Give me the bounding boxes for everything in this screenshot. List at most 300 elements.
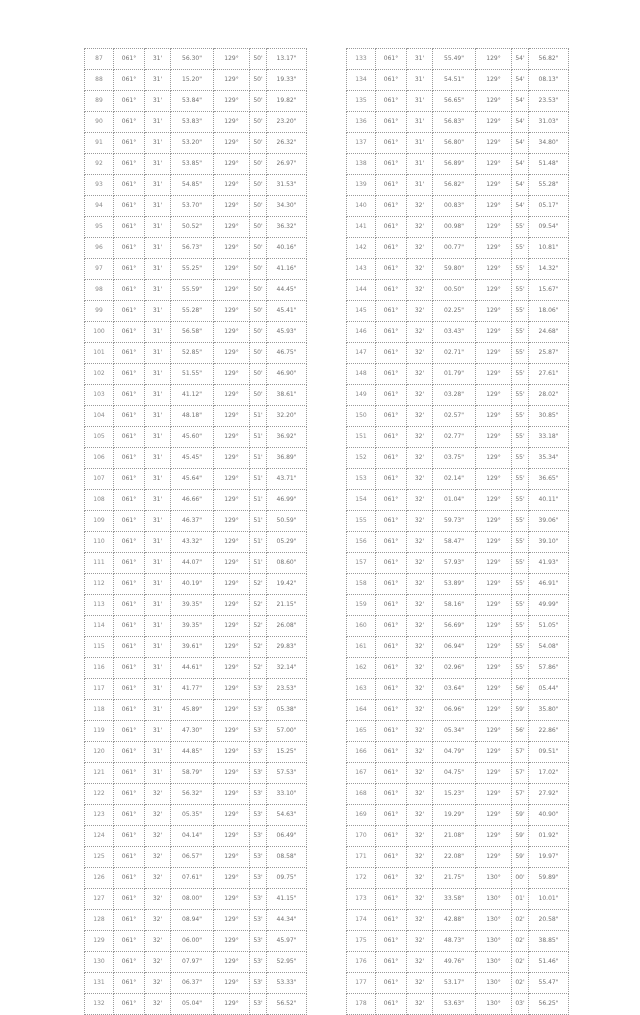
lat-seconds-cell: 54.85" — [171, 175, 214, 196]
point-number-cell: 176 — [347, 952, 376, 973]
lon-degrees-cell: 129° — [214, 280, 250, 301]
lat-seconds-cell: 41.77" — [171, 679, 214, 700]
table-row — [85, 511, 307, 532]
table-row — [347, 238, 569, 259]
lon-minutes-cell: 50' — [250, 133, 267, 154]
lat-seconds-cell: 05.04" — [171, 994, 214, 1015]
lon-seconds-cell: 56.52" — [267, 994, 307, 1015]
lat-degrees-cell: 061° — [114, 280, 145, 301]
lat-seconds-cell: 15.20" — [171, 70, 214, 91]
table-row — [347, 574, 569, 595]
lon-degrees-cell: 129° — [476, 217, 512, 238]
lat-degrees-cell: 061° — [114, 931, 145, 952]
table-row — [347, 406, 569, 427]
lat-minutes-cell: 32' — [145, 826, 171, 847]
lat-seconds-cell: 55.49" — [433, 49, 476, 70]
lon-minutes-cell: 59' — [512, 700, 529, 721]
lon-degrees-cell: 130° — [476, 910, 512, 931]
lon-seconds-cell: 01.92" — [529, 826, 569, 847]
lat-degrees-cell: 061° — [114, 826, 145, 847]
lon-seconds-cell: 05.44" — [529, 679, 569, 700]
lat-minutes-cell: 31' — [145, 700, 171, 721]
lon-degrees-cell: 130° — [476, 931, 512, 952]
lon-seconds-cell: 19.97" — [529, 847, 569, 868]
lon-minutes-cell: 50' — [250, 70, 267, 91]
point-number-cell: 143 — [347, 259, 376, 280]
table-row — [85, 238, 307, 259]
lon-minutes-cell: 55' — [512, 280, 529, 301]
table-row — [347, 658, 569, 679]
lat-seconds-cell: 56.82" — [433, 175, 476, 196]
point-number-cell: 129 — [85, 931, 114, 952]
table-row — [85, 931, 307, 952]
point-number-cell: 144 — [347, 280, 376, 301]
lon-degrees-cell: 129° — [476, 763, 512, 784]
lon-degrees-cell: 129° — [214, 196, 250, 217]
lon-degrees-cell: 129° — [476, 364, 512, 385]
lon-degrees-cell: 129° — [214, 70, 250, 91]
point-number-cell: 151 — [347, 427, 376, 448]
lon-seconds-cell: 22.86" — [529, 721, 569, 742]
lat-degrees-cell: 061° — [376, 742, 407, 763]
lat-degrees-cell: 061° — [114, 847, 145, 868]
lon-minutes-cell: 55' — [512, 637, 529, 658]
lat-minutes-cell: 31' — [145, 385, 171, 406]
lon-degrees-cell: 129° — [214, 532, 250, 553]
lon-seconds-cell: 31.03" — [529, 112, 569, 133]
lat-minutes-cell: 32' — [407, 595, 433, 616]
lon-seconds-cell: 09.54" — [529, 217, 569, 238]
lat-seconds-cell: 54.51" — [433, 70, 476, 91]
lon-degrees-cell: 129° — [476, 385, 512, 406]
lat-seconds-cell: 21.75" — [433, 868, 476, 889]
lon-minutes-cell: 59' — [512, 826, 529, 847]
table-row — [347, 175, 569, 196]
lon-seconds-cell: 57.00" — [267, 721, 307, 742]
lat-degrees-cell: 061° — [376, 91, 407, 112]
lat-seconds-cell: 03.43" — [433, 322, 476, 343]
lat-minutes-cell: 31' — [145, 49, 171, 70]
lon-minutes-cell: 52' — [250, 637, 267, 658]
lon-seconds-cell: 31.53" — [267, 175, 307, 196]
lat-minutes-cell: 31' — [145, 532, 171, 553]
lat-minutes-cell: 32' — [407, 826, 433, 847]
lon-minutes-cell: 55' — [512, 385, 529, 406]
table-row — [347, 532, 569, 553]
lon-degrees-cell: 129° — [214, 931, 250, 952]
lat-seconds-cell: 56.65" — [433, 91, 476, 112]
lon-minutes-cell: 51' — [250, 532, 267, 553]
lon-minutes-cell: 51' — [250, 490, 267, 511]
lon-minutes-cell: 02' — [512, 931, 529, 952]
lat-minutes-cell: 32' — [145, 952, 171, 973]
lon-degrees-cell: 129° — [476, 112, 512, 133]
lon-seconds-cell: 32.20" — [267, 406, 307, 427]
lat-degrees-cell: 061° — [114, 658, 145, 679]
table-row — [347, 322, 569, 343]
lat-degrees-cell: 061° — [114, 301, 145, 322]
lon-degrees-cell: 130° — [476, 994, 512, 1015]
lat-seconds-cell: 33.58" — [433, 889, 476, 910]
lon-seconds-cell: 19.82" — [267, 91, 307, 112]
coordinate-table-right — [346, 48, 569, 1015]
lat-seconds-cell: 40.19" — [171, 574, 214, 595]
lon-seconds-cell: 08.13" — [529, 70, 569, 91]
lat-minutes-cell: 31' — [407, 133, 433, 154]
lat-degrees-cell: 061° — [114, 133, 145, 154]
lon-minutes-cell: 54' — [512, 175, 529, 196]
point-number-cell: 157 — [347, 553, 376, 574]
point-number-cell: 111 — [85, 553, 114, 574]
lon-degrees-cell: 129° — [476, 196, 512, 217]
point-number-cell: 153 — [347, 469, 376, 490]
table-row — [85, 280, 307, 301]
lon-seconds-cell: 53.33" — [267, 973, 307, 994]
lat-minutes-cell: 31' — [145, 133, 171, 154]
lon-minutes-cell: 54' — [512, 112, 529, 133]
table-row — [347, 763, 569, 784]
lat-minutes-cell: 32' — [145, 889, 171, 910]
lon-degrees-cell: 129° — [214, 637, 250, 658]
lat-degrees-cell: 061° — [376, 721, 407, 742]
point-number-cell: 141 — [347, 217, 376, 238]
table-row — [85, 385, 307, 406]
lat-degrees-cell: 061° — [376, 574, 407, 595]
lon-seconds-cell: 44.45" — [267, 280, 307, 301]
lon-seconds-cell: 29.83" — [267, 637, 307, 658]
lat-degrees-cell: 061° — [114, 952, 145, 973]
point-number-cell: 109 — [85, 511, 114, 532]
point-number-cell: 166 — [347, 742, 376, 763]
table-row — [85, 889, 307, 910]
point-number-cell: 167 — [347, 763, 376, 784]
lon-degrees-cell: 129° — [214, 490, 250, 511]
lon-degrees-cell: 129° — [214, 700, 250, 721]
lat-minutes-cell: 31' — [145, 343, 171, 364]
lon-degrees-cell: 129° — [476, 784, 512, 805]
lon-minutes-cell: 50' — [250, 280, 267, 301]
lon-degrees-cell: 129° — [214, 826, 250, 847]
table-row — [347, 427, 569, 448]
table-row — [347, 553, 569, 574]
table-row — [85, 91, 307, 112]
lon-degrees-cell: 129° — [214, 427, 250, 448]
lon-minutes-cell: 57' — [512, 784, 529, 805]
lat-seconds-cell: 55.25" — [171, 259, 214, 280]
table-row — [347, 994, 569, 1015]
lat-degrees-cell: 061° — [114, 532, 145, 553]
lat-degrees-cell: 061° — [376, 658, 407, 679]
lon-minutes-cell: 55' — [512, 553, 529, 574]
lat-seconds-cell: 47.30" — [171, 721, 214, 742]
lat-seconds-cell: 45.89" — [171, 700, 214, 721]
lon-seconds-cell: 57.53" — [267, 763, 307, 784]
table-row — [347, 511, 569, 532]
lon-degrees-cell: 129° — [476, 616, 512, 637]
lon-seconds-cell: 45.41" — [267, 301, 307, 322]
lat-minutes-cell: 32' — [145, 994, 171, 1015]
point-number-cell: 132 — [85, 994, 114, 1015]
lat-degrees-cell: 061° — [376, 784, 407, 805]
lon-minutes-cell: 59' — [512, 805, 529, 826]
table-row — [347, 826, 569, 847]
lat-seconds-cell: 04.75" — [433, 763, 476, 784]
lon-seconds-cell: 55.47" — [529, 973, 569, 994]
lon-seconds-cell: 09.75" — [267, 868, 307, 889]
lon-degrees-cell: 129° — [214, 469, 250, 490]
lon-minutes-cell: 55' — [512, 595, 529, 616]
lon-degrees-cell: 129° — [214, 868, 250, 889]
table-row — [85, 910, 307, 931]
table-row — [347, 784, 569, 805]
lon-seconds-cell: 36.65" — [529, 469, 569, 490]
lon-seconds-cell: 27.92" — [529, 784, 569, 805]
lon-seconds-cell: 33.10" — [267, 784, 307, 805]
lat-degrees-cell: 061° — [114, 910, 145, 931]
lat-minutes-cell: 32' — [145, 868, 171, 889]
lat-minutes-cell: 31' — [145, 553, 171, 574]
lat-degrees-cell: 061° — [114, 259, 145, 280]
lat-degrees-cell: 061° — [114, 742, 145, 763]
lat-seconds-cell: 50.52" — [171, 217, 214, 238]
point-number-cell: 104 — [85, 406, 114, 427]
lat-minutes-cell: 31' — [145, 574, 171, 595]
lat-minutes-cell: 32' — [145, 910, 171, 931]
lat-seconds-cell: 44.61" — [171, 658, 214, 679]
lat-minutes-cell: 32' — [407, 616, 433, 637]
lat-degrees-cell: 061° — [114, 595, 145, 616]
lon-seconds-cell: 18.06" — [529, 301, 569, 322]
table-row — [347, 70, 569, 91]
table-row — [85, 658, 307, 679]
lon-minutes-cell: 50' — [250, 364, 267, 385]
lat-seconds-cell: 06.96" — [433, 700, 476, 721]
lon-seconds-cell: 54.08" — [529, 637, 569, 658]
lon-degrees-cell: 129° — [214, 364, 250, 385]
lon-degrees-cell: 129° — [214, 385, 250, 406]
point-number-cell: 116 — [85, 658, 114, 679]
lon-seconds-cell: 05.17" — [529, 196, 569, 217]
lat-seconds-cell: 59.73" — [433, 511, 476, 532]
lat-degrees-cell: 061° — [114, 406, 145, 427]
lon-seconds-cell: 33.18" — [529, 427, 569, 448]
point-number-cell: 163 — [347, 679, 376, 700]
point-number-cell: 124 — [85, 826, 114, 847]
lat-seconds-cell: 04.14" — [171, 826, 214, 847]
point-number-cell: 147 — [347, 343, 376, 364]
lon-seconds-cell: 13.17" — [267, 49, 307, 70]
lon-minutes-cell: 55' — [512, 259, 529, 280]
lon-degrees-cell: 129° — [476, 406, 512, 427]
lon-minutes-cell: 53' — [250, 679, 267, 700]
lon-seconds-cell: 46.91" — [529, 574, 569, 595]
lon-degrees-cell: 129° — [214, 952, 250, 973]
lon-minutes-cell: 53' — [250, 826, 267, 847]
lat-seconds-cell: 04.79" — [433, 742, 476, 763]
lat-seconds-cell: 55.28" — [171, 301, 214, 322]
lat-minutes-cell: 32' — [407, 994, 433, 1015]
lat-minutes-cell: 31' — [145, 448, 171, 469]
lat-degrees-cell: 061° — [376, 385, 407, 406]
point-number-cell: 146 — [347, 322, 376, 343]
lon-degrees-cell: 129° — [476, 700, 512, 721]
point-number-cell: 142 — [347, 238, 376, 259]
lon-degrees-cell: 129° — [476, 322, 512, 343]
lat-seconds-cell: 03.64" — [433, 679, 476, 700]
lat-degrees-cell: 061° — [376, 616, 407, 637]
lat-degrees-cell: 061° — [376, 889, 407, 910]
lon-degrees-cell: 129° — [214, 742, 250, 763]
point-number-cell: 119 — [85, 721, 114, 742]
lat-minutes-cell: 32' — [145, 973, 171, 994]
lat-seconds-cell: 08.94" — [171, 910, 214, 931]
point-number-cell: 169 — [347, 805, 376, 826]
lat-seconds-cell: 46.66" — [171, 490, 214, 511]
point-number-cell: 136 — [347, 112, 376, 133]
lon-degrees-cell: 129° — [214, 322, 250, 343]
point-number-cell: 96 — [85, 238, 114, 259]
lat-seconds-cell: 00.77" — [433, 238, 476, 259]
lon-seconds-cell: 19.33" — [267, 70, 307, 91]
lon-degrees-cell: 129° — [214, 616, 250, 637]
table-row — [347, 679, 569, 700]
lat-minutes-cell: 32' — [407, 784, 433, 805]
lat-seconds-cell: 02.25" — [433, 301, 476, 322]
lat-degrees-cell: 061° — [114, 112, 145, 133]
lat-seconds-cell: 58.79" — [171, 763, 214, 784]
lat-degrees-cell: 061° — [114, 763, 145, 784]
lon-degrees-cell: 129° — [214, 91, 250, 112]
lat-degrees-cell: 061° — [114, 238, 145, 259]
lat-minutes-cell: 32' — [407, 364, 433, 385]
lat-seconds-cell: 51.55" — [171, 364, 214, 385]
lon-seconds-cell: 54.63" — [267, 805, 307, 826]
point-number-cell: 114 — [85, 616, 114, 637]
lon-degrees-cell: 129° — [214, 658, 250, 679]
lon-minutes-cell: 53' — [250, 910, 267, 931]
lon-seconds-cell: 08.60" — [267, 553, 307, 574]
table-row — [85, 133, 307, 154]
table-row — [347, 364, 569, 385]
lon-seconds-cell: 55.28" — [529, 175, 569, 196]
lon-seconds-cell: 20.58" — [529, 910, 569, 931]
point-number-cell: 161 — [347, 637, 376, 658]
lat-degrees-cell: 061° — [376, 637, 407, 658]
lon-minutes-cell: 02' — [512, 910, 529, 931]
lon-minutes-cell: 55' — [512, 490, 529, 511]
lon-minutes-cell: 50' — [250, 238, 267, 259]
lon-minutes-cell: 57' — [512, 742, 529, 763]
point-number-cell: 90 — [85, 112, 114, 133]
lon-minutes-cell: 53' — [250, 784, 267, 805]
lat-degrees-cell: 061° — [376, 217, 407, 238]
lat-degrees-cell: 061° — [376, 343, 407, 364]
lat-seconds-cell: 56.80" — [433, 133, 476, 154]
lat-minutes-cell: 32' — [407, 952, 433, 973]
lon-minutes-cell: 50' — [250, 112, 267, 133]
lon-minutes-cell: 53' — [250, 868, 267, 889]
point-number-cell: 130 — [85, 952, 114, 973]
table-row — [347, 217, 569, 238]
lon-minutes-cell: 51' — [250, 406, 267, 427]
lat-seconds-cell: 41.12" — [171, 385, 214, 406]
lon-minutes-cell: 55' — [512, 238, 529, 259]
lat-seconds-cell: 00.50" — [433, 280, 476, 301]
lat-minutes-cell: 31' — [407, 49, 433, 70]
lon-degrees-cell: 129° — [476, 343, 512, 364]
table-row — [85, 616, 307, 637]
lat-degrees-cell: 061° — [114, 175, 145, 196]
lon-minutes-cell: 50' — [250, 322, 267, 343]
lat-minutes-cell: 32' — [407, 700, 433, 721]
lon-minutes-cell: 55' — [512, 532, 529, 553]
table-row — [347, 952, 569, 973]
lat-degrees-cell: 061° — [114, 637, 145, 658]
point-number-cell: 112 — [85, 574, 114, 595]
lat-seconds-cell: 43.32" — [171, 532, 214, 553]
lon-degrees-cell: 129° — [476, 511, 512, 532]
point-number-cell: 102 — [85, 364, 114, 385]
table-row — [85, 952, 307, 973]
lat-degrees-cell: 061° — [376, 259, 407, 280]
point-number-cell: 99 — [85, 301, 114, 322]
point-number-cell: 97 — [85, 259, 114, 280]
table-row — [347, 889, 569, 910]
lat-seconds-cell: 53.83" — [171, 112, 214, 133]
lat-minutes-cell: 31' — [145, 469, 171, 490]
lat-minutes-cell: 32' — [407, 301, 433, 322]
lat-degrees-cell: 061° — [376, 70, 407, 91]
lon-degrees-cell: 129° — [214, 343, 250, 364]
lat-degrees-cell: 061° — [114, 490, 145, 511]
table-row — [85, 406, 307, 427]
lat-degrees-cell: 061° — [376, 763, 407, 784]
lon-seconds-cell: 28.02" — [529, 385, 569, 406]
lon-seconds-cell: 39.10" — [529, 532, 569, 553]
lat-degrees-cell: 061° — [376, 532, 407, 553]
lat-seconds-cell: 56.89" — [433, 154, 476, 175]
point-number-cell: 156 — [347, 532, 376, 553]
point-number-cell: 106 — [85, 448, 114, 469]
lat-minutes-cell: 32' — [407, 742, 433, 763]
lat-seconds-cell: 49.76" — [433, 952, 476, 973]
table-row — [347, 931, 569, 952]
lon-degrees-cell: 129° — [214, 238, 250, 259]
lon-minutes-cell: 53' — [250, 805, 267, 826]
lat-seconds-cell: 00.98" — [433, 217, 476, 238]
lon-minutes-cell: 53' — [250, 847, 267, 868]
lon-degrees-cell: 129° — [476, 49, 512, 70]
lon-minutes-cell: 55' — [512, 322, 529, 343]
lon-degrees-cell: 129° — [476, 133, 512, 154]
lon-degrees-cell: 129° — [476, 175, 512, 196]
lat-minutes-cell: 31' — [407, 154, 433, 175]
table-row — [85, 343, 307, 364]
lat-seconds-cell: 53.20" — [171, 133, 214, 154]
lat-degrees-cell: 061° — [376, 679, 407, 700]
lat-degrees-cell: 061° — [376, 994, 407, 1015]
lat-degrees-cell: 061° — [114, 469, 145, 490]
point-number-cell: 159 — [347, 595, 376, 616]
lon-degrees-cell: 129° — [214, 154, 250, 175]
lat-minutes-cell: 32' — [145, 784, 171, 805]
table-row — [85, 763, 307, 784]
table-row — [85, 742, 307, 763]
table-row — [347, 847, 569, 868]
lon-minutes-cell: 55' — [512, 574, 529, 595]
point-number-cell: 93 — [85, 175, 114, 196]
lat-minutes-cell: 31' — [145, 154, 171, 175]
